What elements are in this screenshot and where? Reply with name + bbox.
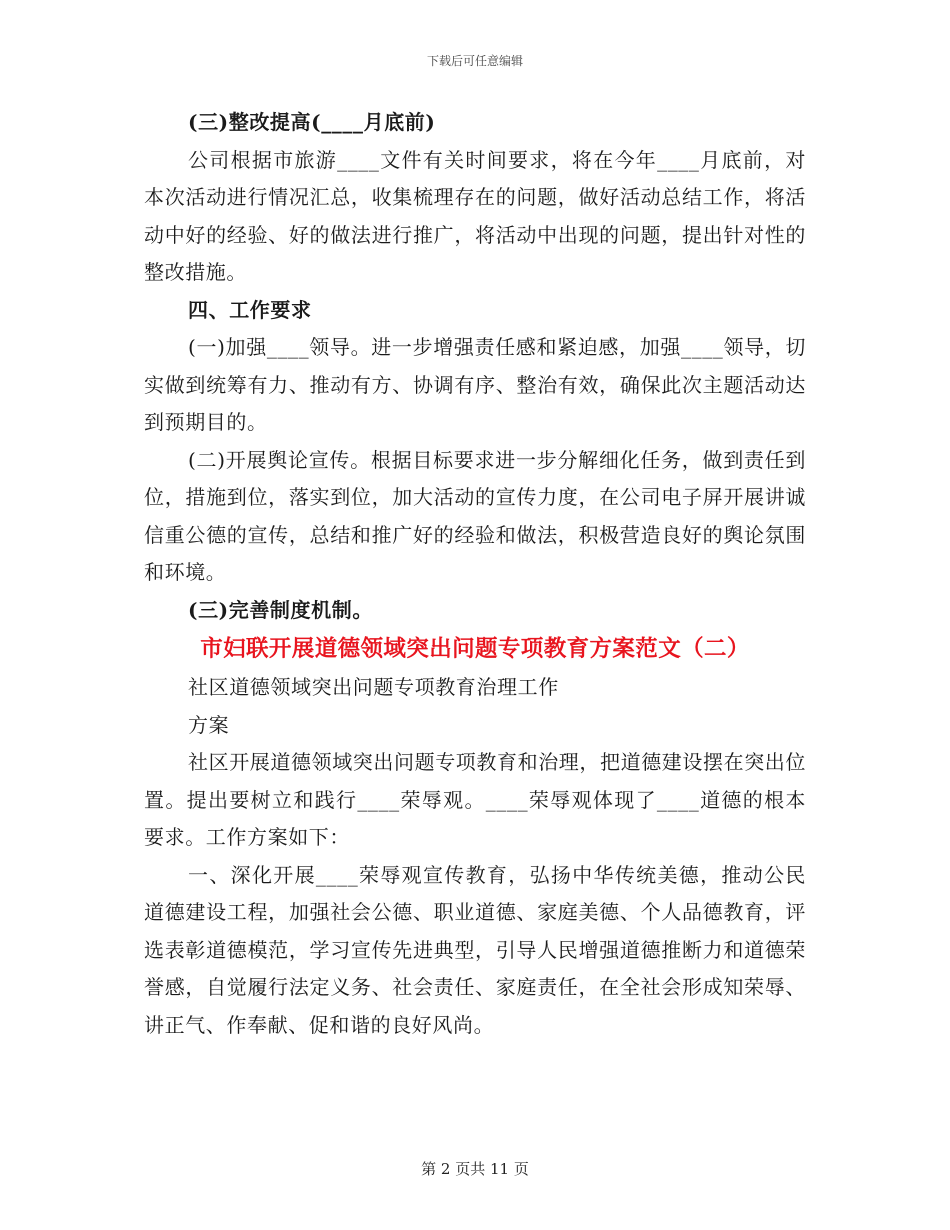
document-body [144,104,806,1044]
page-header: 下载后可任意编辑 [426,54,523,68]
section-title: 市妇联开展道德领域突出问题专项教育方案范文（二） [200,636,750,662]
paragraph-leadership: (一)加强____领导。进一步增强责任感和紧迫感，加强____领导，切实做到统筹有力、推动有方、协调有序、整治有效，确保此次主题活动达到预期目的。 [144,335,806,434]
paragraph-plan-word: 方案 [188,712,230,737]
heading-work-requirements: 四、工作要求 [188,297,312,322]
page-footer: 第 2 页共 11 页 [421,1160,529,1178]
subheading-system-mechanism: (三)完善制度机制。 [188,597,373,622]
subheading-rectification: (三)整改提高(____月底前) [188,110,436,134]
paragraph-point-one: 一、深化开展____荣辱观宣传教育，弘扬中华传统美德，推动公民道德建设工程，加强社会公德、职业道德、家庭美德、个人品德教育，评选表彰道德模范，学习宣传先进典型，引导人民增强道德推断力和道德荣誉感，自觉履行法定义务、社会责任、家庭责任，在全社会形成知荣辱、讲正气、作奉献、促和谐的良好风尚。 [144,862,806,1037]
paragraph-plan-title: 社区道德领域突出问题专项教育治理工作 [188,675,559,699]
paragraph-rectification: 公司根据市旅游____文件有关时间要求，将在今年____月底前，对本次活动进行情况汇总，收集梳理存在的问题，做好活动总结工作，将活动中好的经验、好的做法进行推广，将活动中出现的问题，提出针对性的整改措施。 [144,147,806,284]
paragraph-intro: 社区开展道德领域突出问题专项教育和治理，把道德建设摆在突出位置。提出要树立和践行____荣辱观。____荣辱观体现了____道德的根本要求。工作方案如下： [144,750,806,849]
paragraph-publicity: (二)开展舆论宣传。根据目标要求进一步分解细化任务，做到责任到位，措施到位，落实到位，加大活动的宣传力度，在公司电子屏开展讲诚信重公德的宣传，总结和推广好的经验和做法，积极营造良好的舆论氛围和环境。 [144,447,806,584]
